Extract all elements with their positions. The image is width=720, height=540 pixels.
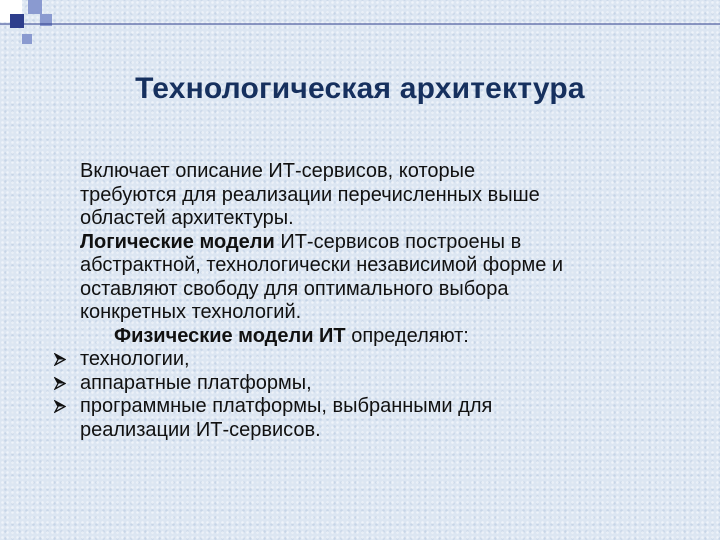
text-line: оставляют свободу для оптимального выбора — [80, 277, 509, 300]
text-line: областей архитектуры. — [80, 207, 294, 229]
text-fragment: ИТ-сервисов построены в — [274, 230, 522, 253]
text-line: требуются для реализации перечисленных выше — [80, 183, 540, 206]
text-line: Включает описание ИТ-сервисов, которые — [80, 160, 476, 182]
text-fragment: определяют: — [345, 324, 469, 347]
text-line: абстрактной, технологически независимой форме и — [80, 254, 564, 276]
arrowhead-bullet-icon — [54, 395, 68, 419]
bullet-text: программные платформы, выбранными для — [80, 395, 493, 417]
arrowhead-bullet-icon — [54, 348, 68, 372]
bullet-text: технологии, — [80, 348, 190, 370]
bullet-item — [80, 395, 680, 419]
physical-models-term: Физические модели ИТ — [114, 324, 346, 347]
slide-title: Технологическая архитектура — [135, 72, 585, 105]
text-line — [80, 231, 680, 255]
bullet-text: аппаратные платформы, — [80, 371, 312, 394]
slide-body — [80, 160, 680, 442]
text-line: конкретных технологий. — [80, 301, 302, 323]
arrowhead-bullet-icon — [54, 372, 68, 396]
bullet-item — [80, 372, 680, 396]
text-line — [80, 325, 680, 349]
text-line: реализации ИТ-сервисов. — [80, 418, 321, 441]
logical-models-term: Логические модели — [80, 230, 275, 253]
bullet-item — [80, 348, 680, 372]
corner-decoration — [0, 0, 720, 60]
